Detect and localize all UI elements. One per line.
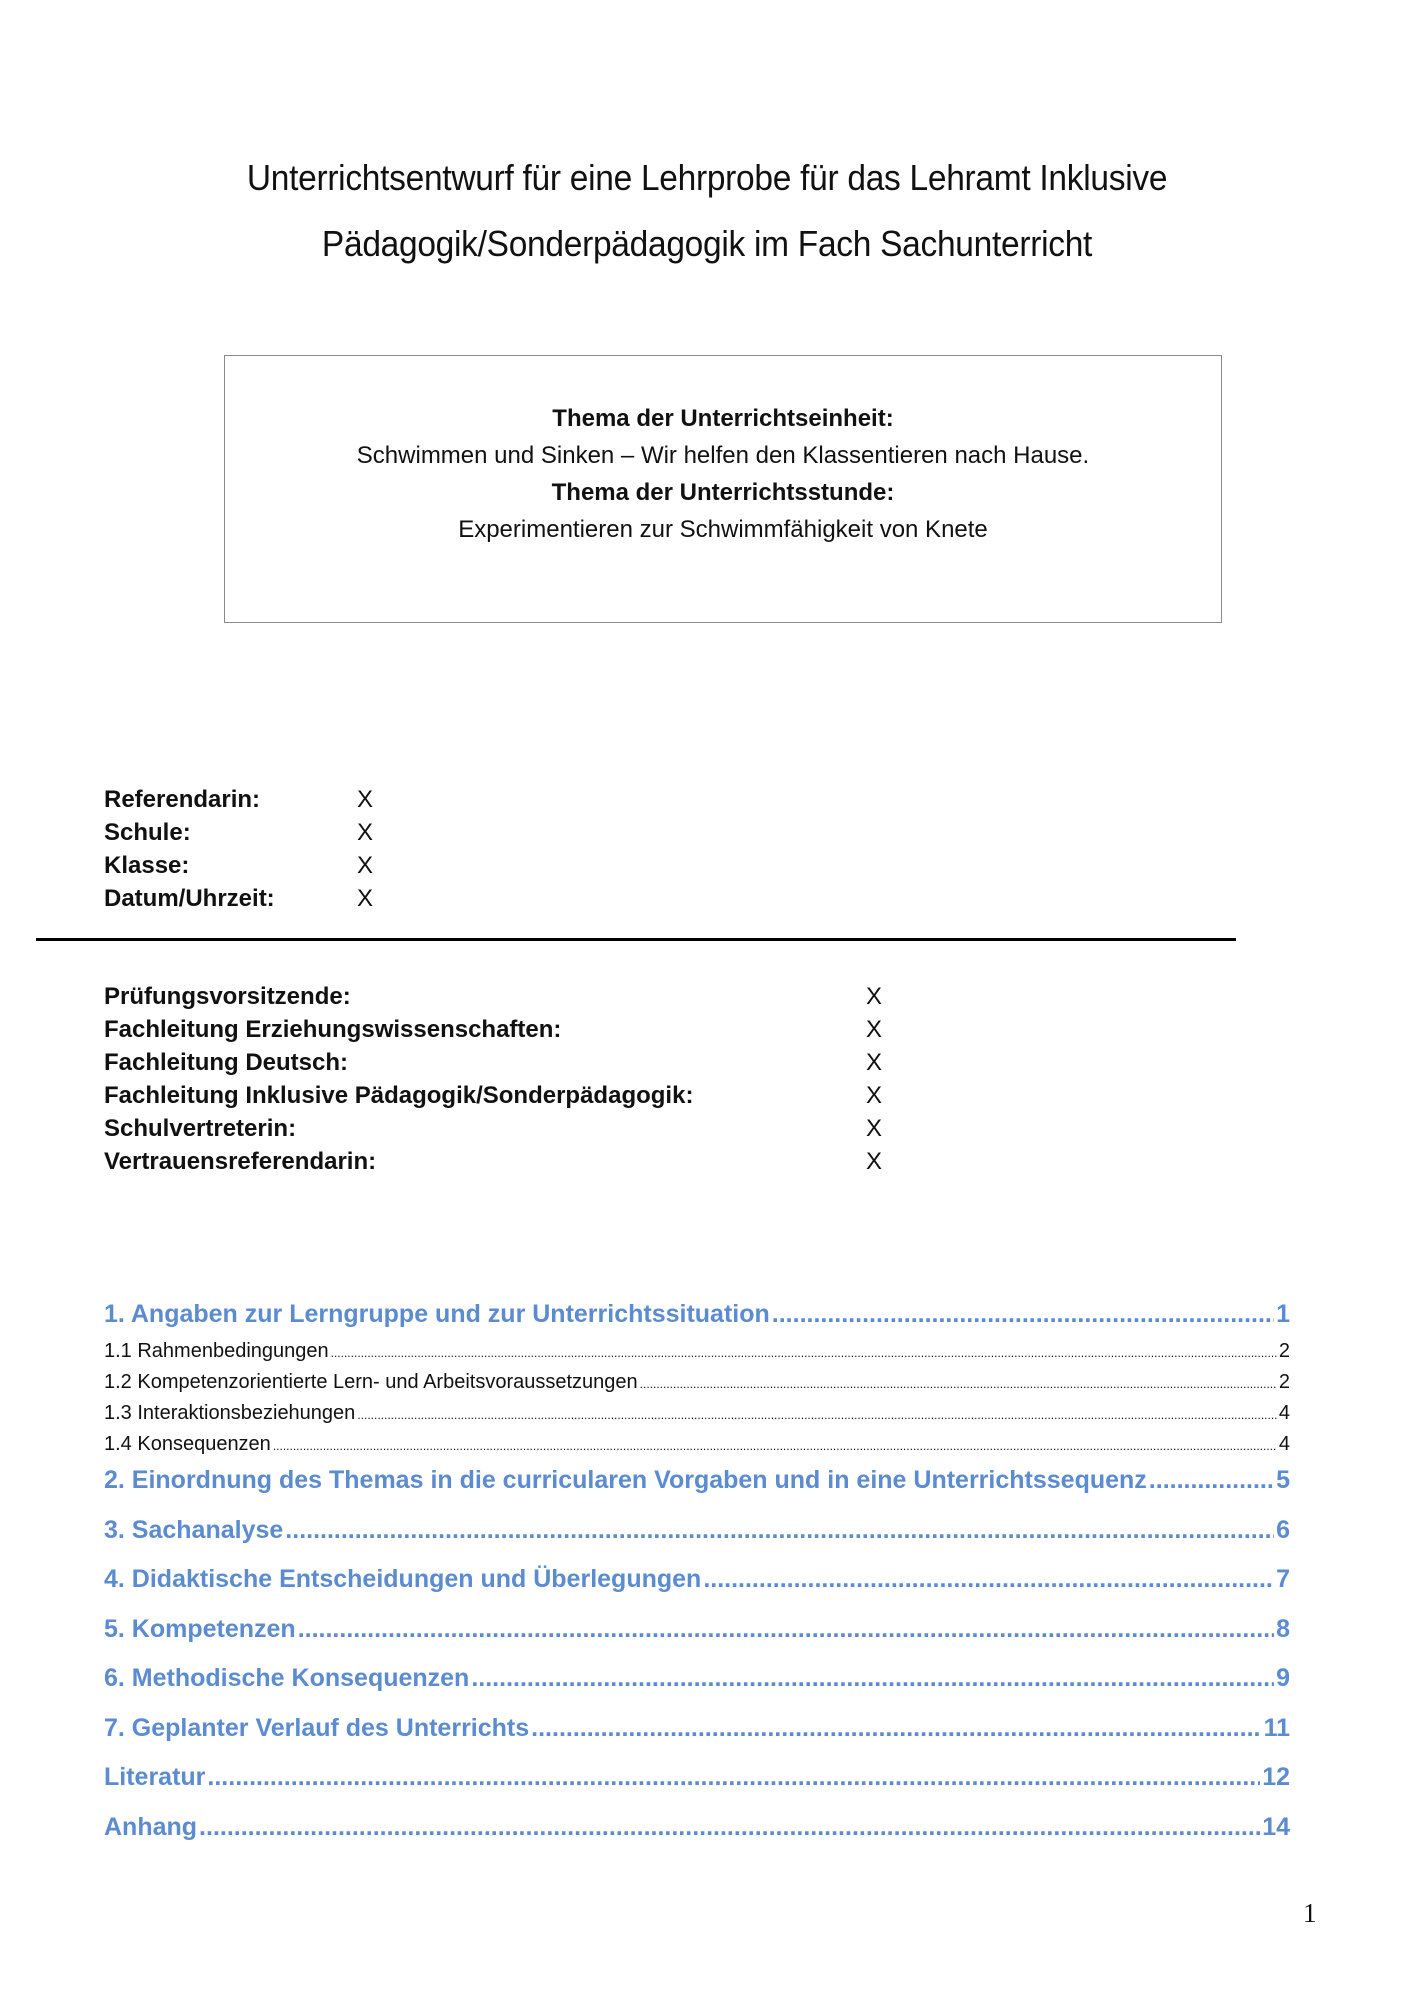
toc-subentry[interactable] xyxy=(104,1367,1290,1398)
toc-entry[interactable] xyxy=(104,1510,1290,1560)
toc-leader xyxy=(640,1369,1277,1400)
detail-value: X xyxy=(357,885,374,912)
committee-value: X xyxy=(866,1049,883,1076)
toc-entry[interactable] xyxy=(104,1658,1290,1708)
document-title-line-1: Unterrichtsentwurf für eine Lehrprobe für das Lehramt Inklusive xyxy=(246,157,1168,198)
toc-leader xyxy=(1149,1460,1274,1500)
detail-label: Referendarin: xyxy=(104,786,261,813)
toc-leader xyxy=(772,1294,1274,1334)
committee-label: Fachleitung Deutsch: xyxy=(104,1049,349,1076)
toc-entry[interactable] xyxy=(104,1294,1290,1336)
detail-label: Schule: xyxy=(104,819,191,846)
toc-entry-page: 9 xyxy=(1276,1664,1290,1692)
committee-row xyxy=(104,1145,882,1178)
toc-entry-title[interactable]: 7. Geplanter Verlauf des Unterrichts xyxy=(104,1713,530,1742)
toc-entry-page: 2 xyxy=(1278,1340,1290,1362)
toc-leader xyxy=(273,1431,1277,1462)
committee-details xyxy=(104,980,882,1178)
committee-row xyxy=(104,1013,882,1046)
toc-entry-page: 4 xyxy=(1278,1433,1290,1455)
page-number: 1 xyxy=(1303,1898,1317,1928)
toc-entry-page: 5 xyxy=(1276,1466,1290,1494)
committee-value: X xyxy=(866,1016,883,1043)
toc-entry-page: 2 xyxy=(1278,1371,1290,1393)
toc-leader xyxy=(703,1559,1274,1599)
toc-leader xyxy=(199,1807,1260,1847)
toc-leader xyxy=(285,1510,1274,1550)
committee-value: X xyxy=(866,1082,883,1109)
toc-entry-page: 7 xyxy=(1276,1565,1290,1593)
detail-value: X xyxy=(357,819,374,846)
lesson-theme-value: Experimentieren zur Schwimmfähigkeit von Knete xyxy=(458,516,988,543)
unit-theme-value: Schwimmen und Sinken – Wir helfen den Klassentieren nach Hause. xyxy=(356,442,1090,469)
toc-entry-title[interactable]: Literatur xyxy=(104,1763,206,1791)
committee-row xyxy=(104,980,882,1013)
toc-subentry[interactable] xyxy=(104,1336,1290,1367)
toc-entry-page: 8 xyxy=(1276,1614,1290,1643)
toc-entry-title[interactable]: 6. Methodische Konsequenzen xyxy=(104,1664,470,1692)
committee-row xyxy=(104,1112,882,1145)
toc-entry[interactable] xyxy=(104,1460,1290,1510)
toc-entry-title[interactable]: 2. Einordnung des Themas in die curricularen Vorgaben und in eine Unterrichtssequenz xyxy=(104,1466,1147,1494)
lesson-theme-label: Thema der Unterrichtsstunde: xyxy=(551,479,895,506)
toc-entry-title[interactable]: 5. Kompetenzen xyxy=(104,1614,296,1643)
committee-value: X xyxy=(866,1148,883,1175)
detail-label: Datum/Uhrzeit: xyxy=(104,885,275,912)
toc-entry-title[interactable]: 1.1 Rahmenbedingungen xyxy=(104,1340,329,1362)
toc-entry-page: 14 xyxy=(1262,1812,1290,1841)
horizontal-divider xyxy=(36,938,1236,941)
toc-entry-title[interactable]: 1.3 Interaktionsbeziehungen xyxy=(104,1402,356,1424)
committee-label: Fachleitung Erziehungswissenschaften: xyxy=(104,1016,562,1043)
toc-subentry[interactable] xyxy=(104,1429,1290,1460)
toc-leader xyxy=(207,1757,1260,1797)
toc-entry[interactable] xyxy=(104,1807,1290,1857)
toc-entry-title[interactable]: 1.4 Konsequenzen xyxy=(104,1433,271,1455)
committee-label: Vertrauensreferendarin: xyxy=(104,1148,377,1175)
toc-subentry[interactable] xyxy=(104,1398,1290,1429)
committee-value: X xyxy=(866,983,883,1010)
detail-value: X xyxy=(357,852,374,879)
toc-entry-page: 1 xyxy=(1276,1300,1290,1328)
detail-row-trainee xyxy=(104,783,373,816)
detail-value: X xyxy=(357,786,374,813)
toc-entry-title[interactable]: 1.2 Kompetenzorientierte Lern- und Arbeitsvoraussetzungen xyxy=(104,1371,638,1393)
toc-entry[interactable] xyxy=(104,1559,1290,1609)
toc-leader xyxy=(531,1708,1261,1748)
toc-leader xyxy=(471,1658,1274,1698)
trainee-details xyxy=(104,783,373,915)
document-title-line-2: Pädagogik/Sonderpädagogik im Fach Sachunterricht xyxy=(321,223,1093,264)
toc-entry-title[interactable]: 3. Sachanalyse xyxy=(104,1515,284,1544)
detail-row-school xyxy=(104,816,373,849)
committee-label: Fachleitung Inklusive Pädagogik/Sonderpädagogik: xyxy=(104,1082,694,1109)
committee-row xyxy=(104,1079,882,1112)
toc-entry-page: 4 xyxy=(1278,1402,1290,1424)
unit-theme-label: Thema der Unterrichtseinheit: xyxy=(552,405,894,432)
toc-entry-title[interactable]: Anhang xyxy=(104,1812,198,1841)
committee-row xyxy=(104,1046,882,1079)
toc-entry-title[interactable]: 1. Angaben zur Lerngruppe und zur Unterrichtssituation xyxy=(104,1300,770,1328)
theme-box xyxy=(224,355,1222,623)
toc-leader xyxy=(298,1609,1274,1649)
toc-entry-page: 12 xyxy=(1262,1763,1290,1791)
committee-label: Schulvertreterin: xyxy=(104,1115,297,1142)
committee-value: X xyxy=(866,1115,883,1142)
detail-row-datetime xyxy=(104,882,373,915)
toc-leader xyxy=(357,1400,1277,1431)
toc-entry-title[interactable]: 4. Didaktische Entscheidungen und Überlegungen xyxy=(104,1565,702,1593)
committee-label: Prüfungsvorsitzende: xyxy=(104,983,351,1010)
toc-entry[interactable] xyxy=(104,1757,1290,1807)
detail-row-class xyxy=(104,849,373,882)
detail-label: Klasse: xyxy=(104,852,190,879)
toc-entry[interactable] xyxy=(104,1708,1290,1758)
toc-entry-page: 11 xyxy=(1263,1713,1290,1742)
toc-entry[interactable] xyxy=(104,1609,1290,1659)
toc-leader xyxy=(331,1338,1277,1369)
toc-entry-page: 6 xyxy=(1276,1515,1290,1544)
table-of-contents xyxy=(104,1294,1290,1856)
